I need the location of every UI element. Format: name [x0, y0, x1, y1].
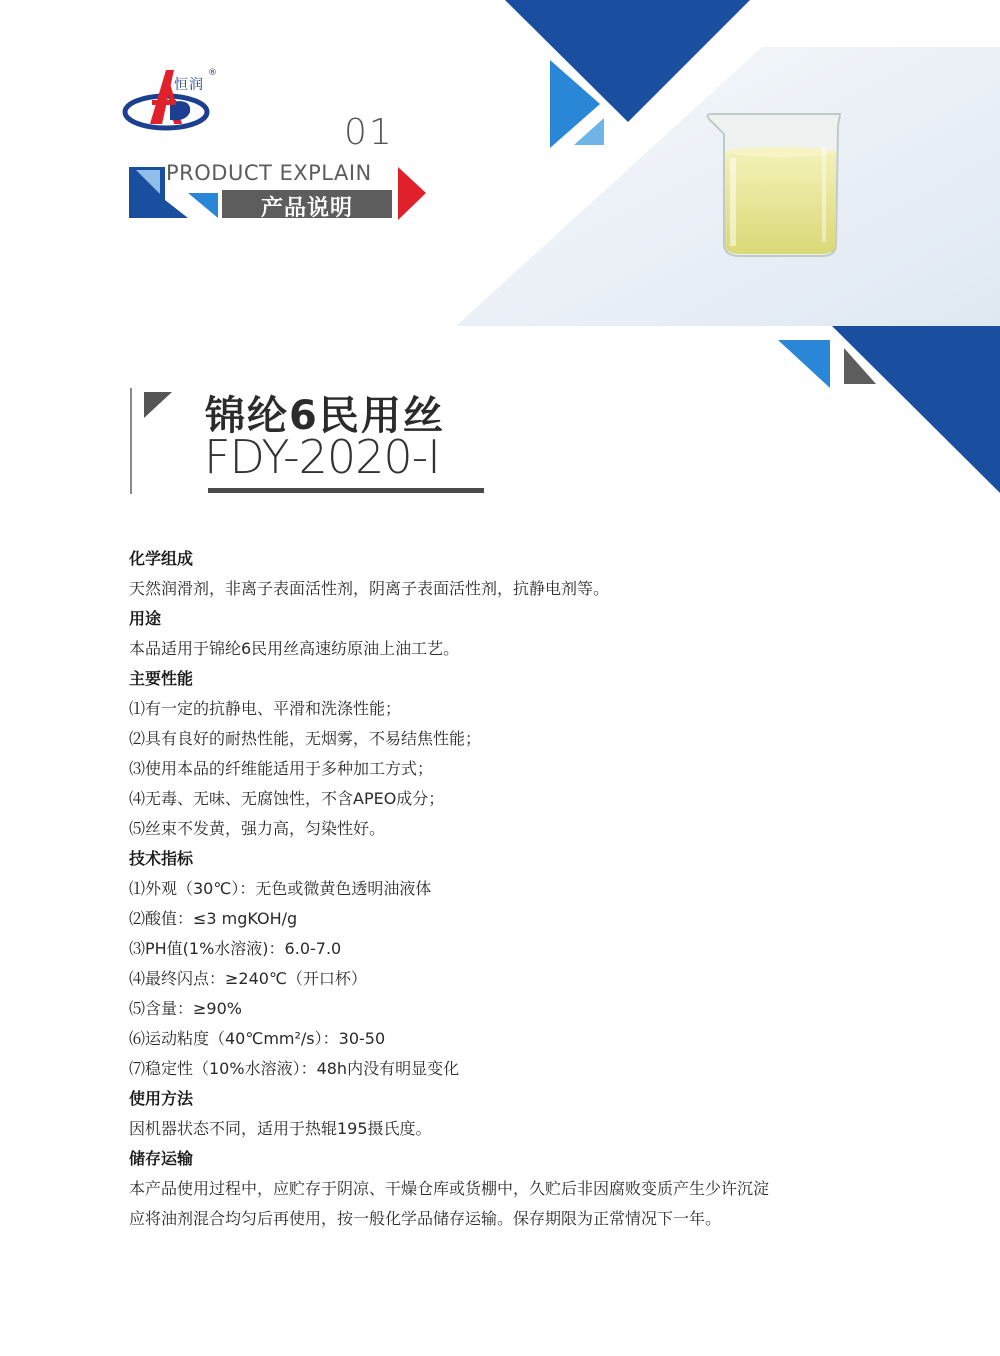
brand-name: 恒润 — [174, 77, 204, 93]
section-line: 应将油剂混合均匀后再使用，按一般化学品储存运输。保存期限为正常情况下一年。 — [129, 1209, 722, 1228]
label-cyan-shape-2 — [188, 193, 218, 218]
section-label-cn: 产品说明 — [260, 196, 353, 221]
title-vertical-rule — [130, 388, 132, 494]
section-line: ⑷最终闪点：≥240℃（开口杯） — [129, 969, 367, 988]
beaker-image — [700, 106, 848, 264]
section-line: ⑴外观（30℃）：无色或微黄色透明油液体 — [129, 879, 432, 898]
section-heading: 储存运输 — [129, 1149, 194, 1168]
title-gray-triangle — [144, 392, 172, 418]
section-heading: 主要性能 — [129, 669, 194, 688]
mid-cyan-triangle — [778, 340, 830, 388]
section-line: ⑵酸值：≤3 mgKOH/g — [129, 909, 298, 928]
registered-mark: ® — [208, 68, 217, 78]
section-line: 本品适用于锦纶6民用丝高速纺原油上油工艺。 — [129, 639, 460, 658]
section-heading: 技术指标 — [129, 849, 194, 868]
bottom-blue-triangle — [832, 326, 1000, 493]
section-line: ⑶PH值(1%水溶液)：6.0-7.0 — [129, 939, 342, 958]
section-line: 本产品使用过程中，应贮存于阴凉、干燥仓库或货棚中，久贮后非因腐败变质产生少许沉淀 — [129, 1179, 770, 1198]
section-line: 天然润滑剂，非离子表面活性剂，阴离子表面活性剂，抗静电剂等。 — [129, 579, 610, 598]
section-line: ⑵具有良好的耐热性能，无烟雾，不易结焦性能； — [129, 729, 482, 748]
section-line: ⑸丝束不发黄，强力高，匀染性好。 — [129, 819, 386, 838]
section-line: ⑸含量：≥90% — [129, 999, 242, 1018]
page-number: 01 — [344, 112, 394, 153]
section-line: ⑺稳定性（10%水溶液）：48h内没有明显变化 — [129, 1059, 460, 1078]
label-red-arrow — [398, 167, 426, 220]
section-line: ⑴有一定的抗静电、平滑和洗涤性能； — [129, 699, 402, 718]
title-underline — [208, 488, 484, 493]
product-model: FDY-2020-Ⅰ — [204, 430, 440, 484]
section-line: 因机器状态不同，适用于热辊195摄氏度。 — [129, 1119, 432, 1138]
brand-logo — [122, 62, 222, 136]
section-line: ⑹运动粘度（40℃mm²/s）：30-50 — [129, 1029, 386, 1048]
section-label-en: PRODUCT EXPLAIN — [166, 161, 372, 185]
section-line: ⑶使用本品的纤维能适用于多种加工方式； — [129, 759, 434, 778]
section-heading: 用途 — [129, 609, 162, 628]
product-name: 锦纶6民用丝 — [205, 393, 445, 439]
section-line: ⑷无毒、无味、无腐蚀性，不含APEO成分； — [129, 789, 445, 808]
product-description — [129, 544, 889, 1234]
section-heading: 化学组成 — [129, 549, 194, 568]
section-heading: 使用方法 — [129, 1089, 194, 1108]
